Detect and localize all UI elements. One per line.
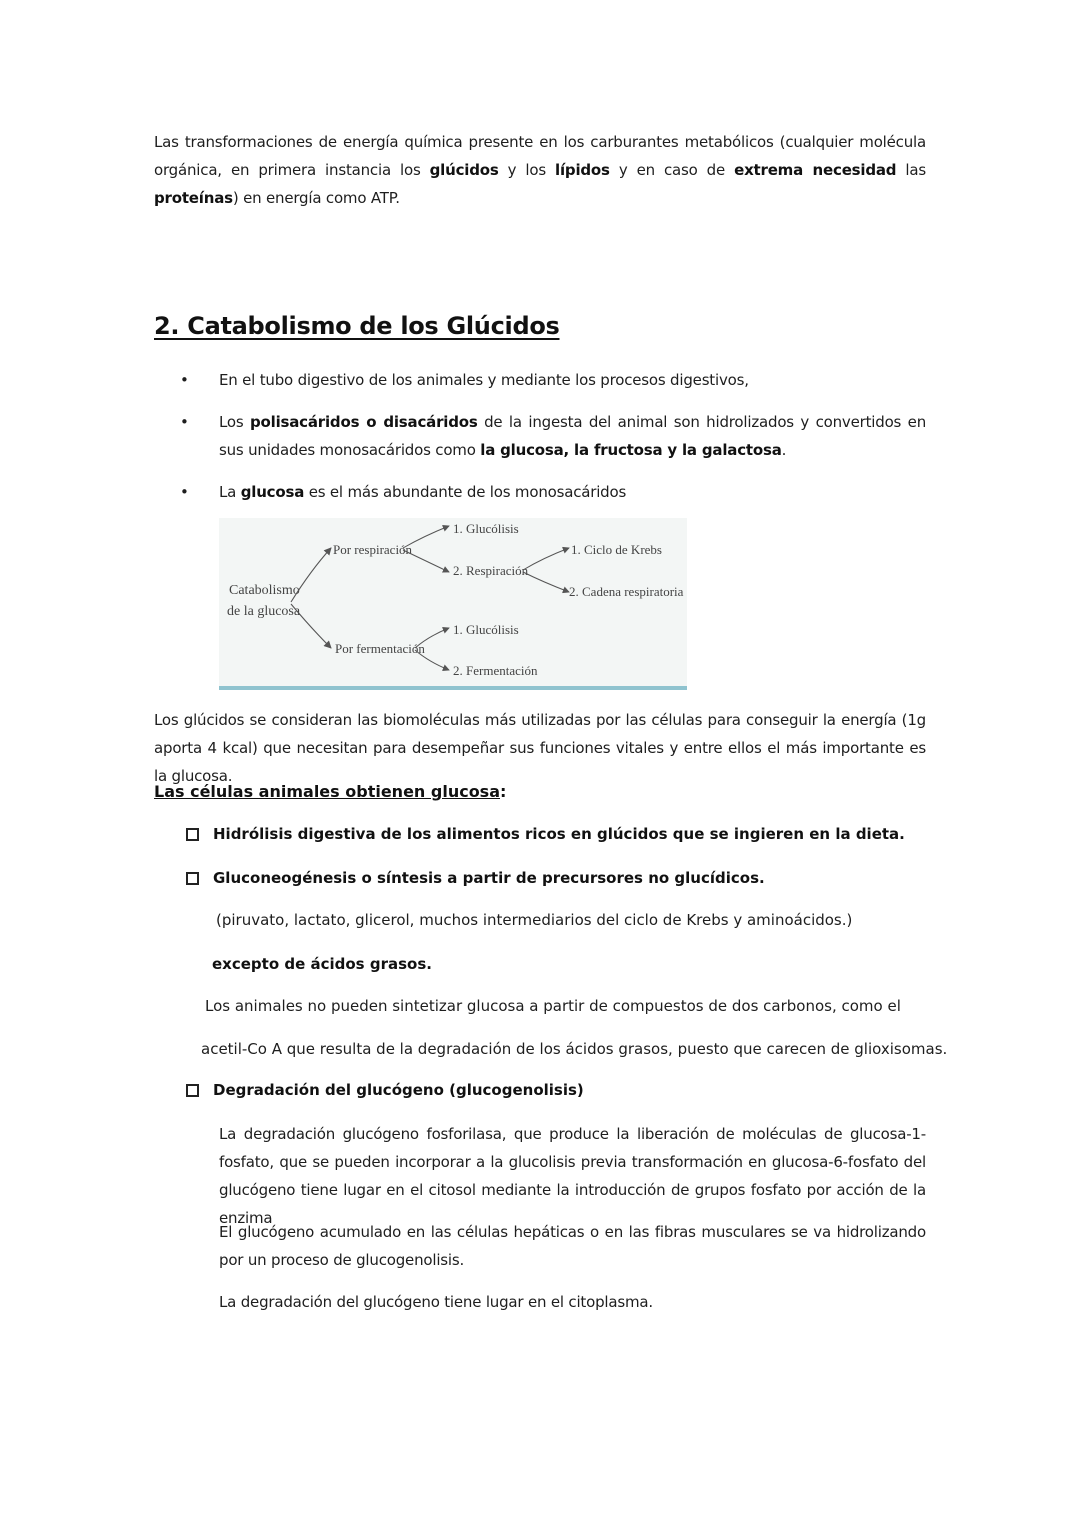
precursors-text: (piruvato, lactato, glicerol, muchos intermediarios del ciclo de Krebs y aminoácidos.) <box>216 911 853 929</box>
bullet-text-part: es el más abundante de los monosacáridos <box>304 483 627 501</box>
intro-text-4: las <box>896 161 926 179</box>
diagram-branch-respiracion: Por respiración <box>333 542 413 557</box>
obtain-heading <box>154 778 506 806</box>
diagram-root-label-1: Catabolismo <box>229 583 300 598</box>
bullet-text-part: . <box>781 441 787 459</box>
bullet-bold-polisacaridos: polisacáridos o disacáridos <box>250 413 478 431</box>
obtain-heading-colon: : <box>500 782 507 801</box>
intro-bold-proteinas: proteínas <box>154 189 233 207</box>
bullet-bold-monosacaridos: la glucosa, la fructosa y la galactosa <box>480 441 782 459</box>
bullet-text <box>219 408 926 464</box>
checklist-item <box>186 864 765 892</box>
checklist-item <box>186 1076 584 1104</box>
diagram-step-krebs: 1. Ciclo de Krebs <box>571 542 662 557</box>
obtain-heading-text: Las células animales obtienen glucosa <box>154 782 500 801</box>
section-title: 2. Catabolismo de los Glúcidos <box>154 312 560 340</box>
catabolism-diagram <box>219 518 687 692</box>
bullet-text: En el tubo digestivo de los animales y mediante los procesos digestivos, <box>219 371 749 389</box>
checkbox-square-icon <box>186 872 199 885</box>
intro-text-1: Las transformaciones de energía química presente en los carburantes metabólicos (cualquier molécula orgánica, en primera instancia los <box>154 133 926 179</box>
checklist-item-label: Gluconeogénesis o síntesis a partir de precursores no glucídicos. <box>213 869 765 887</box>
glycogen-paragraph-1: La degradación glucógeno fosforilasa, que produce la liberación de moléculas de glucosa-1-fosfato, que se pueden incorporar a la glucolisis previa transformación en glucosa-6-fosfato del glucógeno tiene lugar en el citosol mediante la introducción de grupos fosfato por acción de la enzima <box>219 1125 926 1227</box>
intro-text-2: y los <box>498 161 556 179</box>
bullet-dot-icon: • <box>180 371 189 389</box>
intro-text-3: y en caso de <box>609 161 735 179</box>
diagram-step-fermentacion: 2. Fermentación <box>453 663 538 678</box>
glucids-paragraph: Los glúcidos se consideran las biomoléculas más utilizadas por las células para conseguir la energía (1g aporta 4 kcal) que necesitan para desempeñar sus funciones vitales y entre ellos el más importante es la glucosa. <box>154 711 926 785</box>
catabolism-diagram-svg <box>219 518 687 692</box>
bullet-dot-icon: • <box>180 483 189 501</box>
intro-text-5: ) en energía como ATP. <box>232 189 400 207</box>
intro-paragraph <box>154 128 926 212</box>
bullet-dot-icon: • <box>180 413 189 431</box>
diagram-step-glucolisis-f: 1. Glucólisis <box>453 622 519 637</box>
checklist-item <box>186 820 905 848</box>
diagram-step-cadena: 2. Cadena respiratoria <box>569 584 684 599</box>
diagram-branch-fermentacion: Por fermentación <box>335 641 425 656</box>
bullet-text-part: Los <box>219 413 250 431</box>
diagram-step-respiracion: 2. Respiración <box>453 563 529 578</box>
bullet-bold-glucosa: glucosa <box>240 483 305 501</box>
checkbox-square-icon <box>186 1084 199 1097</box>
glycogen-paragraph-2: El glucógeno acumulado en las células hepáticas o en las fibras musculares se va hidrolizando por un proceso de glucogenolisis. <box>219 1223 926 1269</box>
diagram-step-glucolisis-r: 1. Glucólisis <box>453 521 519 536</box>
except-text: excepto de ácidos grasos. <box>212 955 432 973</box>
animals-text-line-1: Los animales no pueden sintetizar glucosa a partir de compuestos de dos carbonos, como el <box>205 997 901 1015</box>
checkbox-square-icon <box>186 828 199 841</box>
glycogen-paragraph-3: La degradación del glucógeno tiene lugar en el citoplasma. <box>219 1293 653 1311</box>
diagram-root-label-2: de la glucosa <box>227 604 301 619</box>
bullet-text <box>219 478 926 506</box>
checklist-item-label: Degradación del glucógeno (glucogenolisis) <box>213 1081 584 1099</box>
bullet-text-part: de la ingesta del animal son hidrolizados y convertidos en sus unidades monosacáridos como <box>219 413 927 459</box>
intro-bold-glucidos: glúcidos <box>429 161 499 179</box>
intro-bold-lipidos: lípidos <box>555 161 610 179</box>
intro-bold-extrema: extrema necesidad <box>734 161 897 179</box>
bullet-text-part: La <box>219 483 241 501</box>
diagram-rule <box>219 686 687 690</box>
checklist-item-label: Hidrólisis digestiva de los alimentos ricos en glúcidos que se ingieren en la dieta. <box>213 825 905 843</box>
animals-text-line-2: acetil-Co A que resulta de la degradación de los ácidos grasos, puesto que carecen de glioxisomas. <box>201 1040 948 1058</box>
